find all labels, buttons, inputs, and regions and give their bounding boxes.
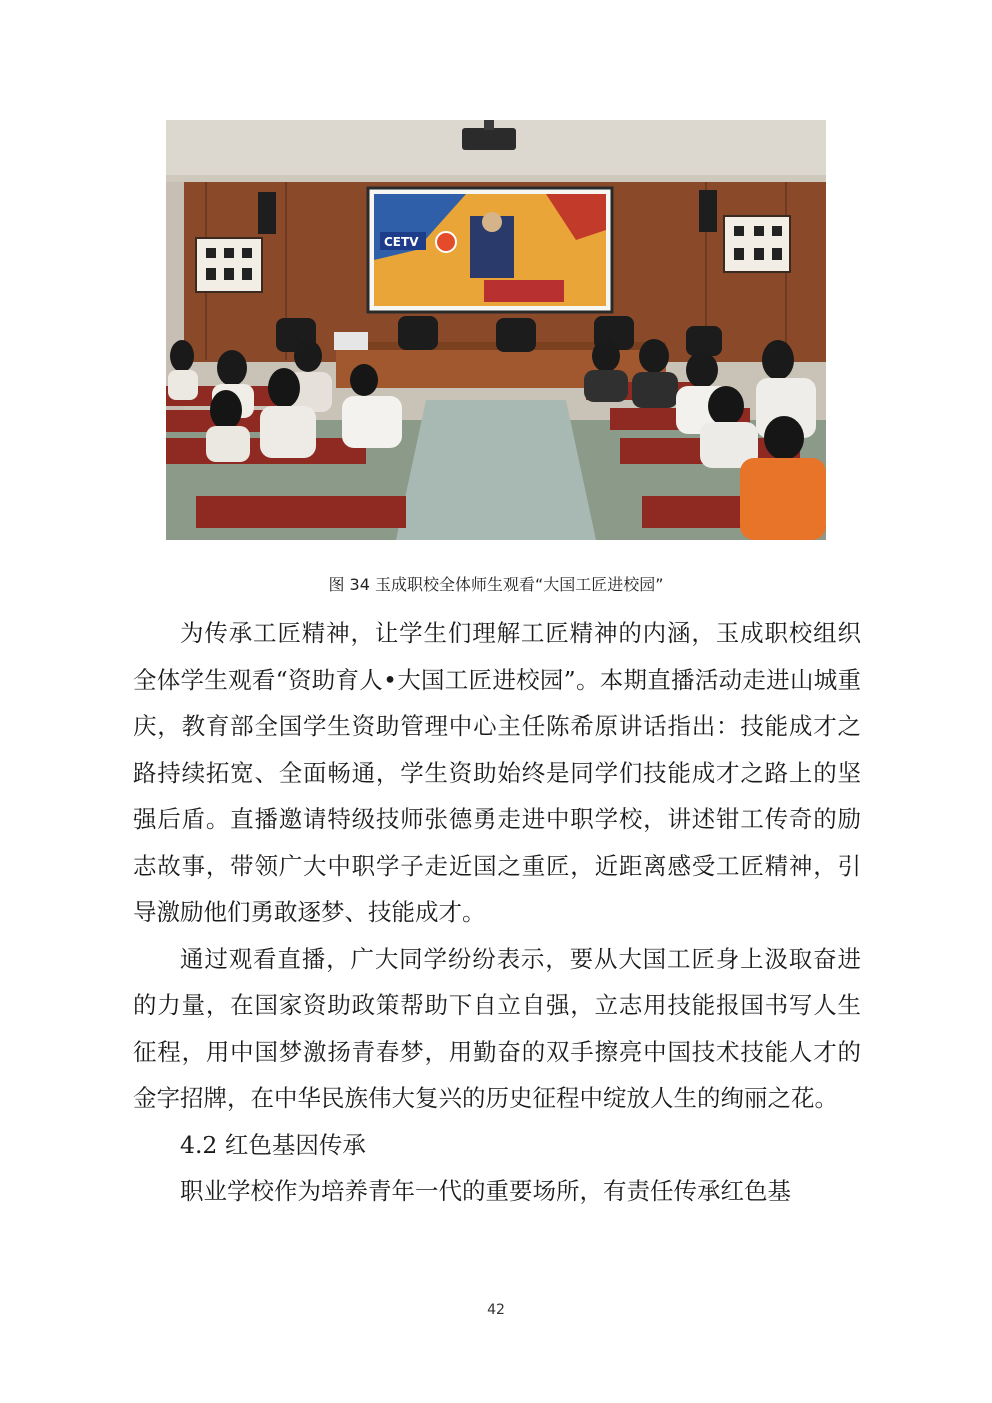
projector-icon (462, 128, 516, 150)
page-number: 42 (487, 1302, 505, 1318)
screen-logo-text: CETV (384, 235, 419, 249)
paragraph: 为传承工匠精神，让学生们理解工匠精神的内涵，玉成职校组织全体学生观看“资助育人•大国工匠进校园”。本期直播活动走进山城重庆，教育部全国学生资助管理中心主任陈希原讲话指出：技能成才之路持续拓宽、全面畅通，学生资助始终是同学们技能成才之路上的坚强后盾。直播邀请特级技师张德勇走进中职学校，讲述钳工传奇的励志故事，带领广大中职学子走近国之重匠，近距离感受工匠精神，引导激励他们勇敢逐梦、技能成才。 (133, 619, 861, 926)
left-speaker-icon (258, 192, 276, 234)
paragraph: 通过观看直播，广大同学纷纷表示，要从大国工匠身上汲取奋进的力量，在国家资助政策帮助下自立自强，立志用技能报国书写人生征程，用中国梦激扬青春梦，用勤奋的双手擦亮中国技术技能人才的金字招牌，在中华民族伟大复兴的历史征程中绽放人生的绚丽之花。 (133, 944, 861, 1112)
classroom-photo (166, 120, 826, 540)
section-heading: 4.2 红色基因传承 (180, 1130, 366, 1159)
left-calligraphy (196, 238, 262, 292)
right-speaker-icon (699, 190, 717, 232)
paragraph: 职业学校作为培养青年一代的重要场所，有责任传承红色基 (180, 1177, 791, 1205)
right-calligraphy (724, 216, 790, 272)
figure-caption: 图 34 玉成职校全体师生观看“大国工匠进校园” (328, 575, 664, 594)
body-text (133, 610, 861, 1215)
